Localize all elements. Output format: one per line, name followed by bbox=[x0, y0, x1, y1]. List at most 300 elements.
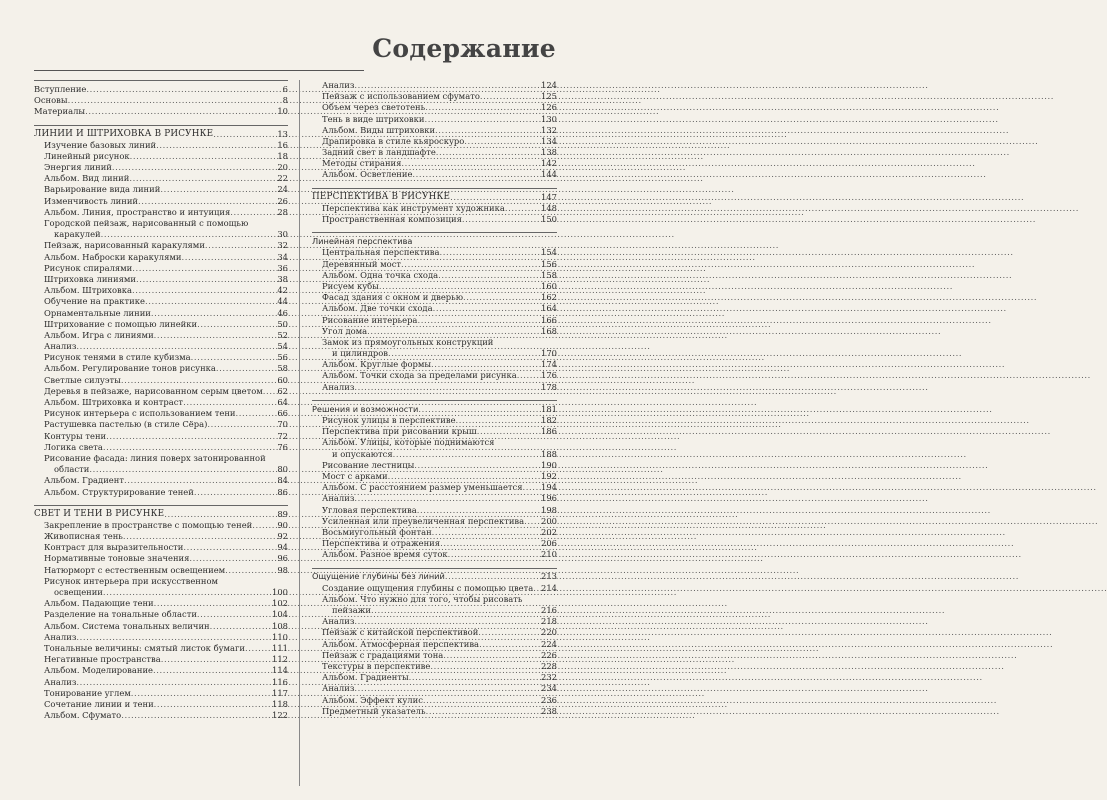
toc-page-number: 125 bbox=[541, 91, 557, 102]
toc-entry[interactable] bbox=[312, 315, 557, 326]
toc-entry[interactable] bbox=[312, 572, 557, 583]
toc-entry[interactable] bbox=[34, 576, 288, 587]
toc-entry[interactable] bbox=[312, 695, 557, 706]
toc-entry[interactable] bbox=[34, 598, 288, 609]
toc-entry[interactable] bbox=[312, 281, 557, 292]
toc-page-number: 114 bbox=[272, 665, 288, 676]
dot-leader bbox=[156, 140, 276, 151]
toc-page-number: 132 bbox=[541, 124, 557, 135]
toc-entry-title: Светлые силуэты bbox=[44, 374, 121, 385]
toc-page-number: 166 bbox=[541, 314, 557, 325]
dot-leader bbox=[68, 95, 282, 106]
dot-leader bbox=[245, 643, 271, 654]
dot-leader bbox=[86, 84, 281, 95]
dot-leader bbox=[354, 683, 540, 694]
toc-entry-title: Городской пейзаж, нарисованный с помощью bbox=[44, 218, 249, 229]
toc-page-number: 64 bbox=[277, 397, 288, 408]
toc-entry[interactable] bbox=[34, 677, 288, 688]
section-rule bbox=[34, 80, 288, 81]
toc-page-number: 224 bbox=[541, 638, 557, 649]
dot-leader bbox=[207, 419, 276, 430]
toc-entry[interactable] bbox=[312, 348, 557, 359]
toc-page-number: 60 bbox=[277, 374, 288, 385]
toc-entry[interactable] bbox=[312, 426, 557, 437]
dot-leader bbox=[440, 247, 540, 258]
toc-page-number: 90 bbox=[277, 519, 288, 530]
toc-page-number: 98 bbox=[277, 564, 288, 575]
toc-entry[interactable] bbox=[34, 397, 288, 408]
dot-leader bbox=[435, 125, 540, 136]
dot-leader bbox=[414, 460, 540, 471]
dot-leader bbox=[463, 292, 540, 303]
toc-entry[interactable] bbox=[34, 330, 288, 341]
dot-leader bbox=[210, 621, 271, 632]
toc-entry[interactable] bbox=[34, 475, 288, 486]
dot-leader bbox=[89, 464, 276, 475]
toc-entry[interactable] bbox=[34, 285, 288, 296]
toc-entry[interactable] bbox=[312, 125, 557, 136]
toc-entry-title: Варьирование вида линий bbox=[44, 184, 161, 195]
toc-entry[interactable] bbox=[312, 170, 557, 181]
toc-entry-title: Растушевка пастелью (в стиле Сёра) bbox=[44, 419, 208, 430]
toc-entry[interactable] bbox=[312, 616, 557, 627]
toc-entry-title: Анализ bbox=[322, 79, 355, 90]
toc-entry-title: ПЕРСПЕКТИВА В РИСУНКЕ bbox=[312, 191, 451, 202]
dot-leader bbox=[388, 348, 540, 359]
dot-leader bbox=[225, 565, 276, 576]
dot-leader bbox=[252, 520, 276, 531]
toc-page-number: 16 bbox=[277, 139, 288, 150]
toc-entry[interactable] bbox=[312, 706, 557, 717]
dot-leader bbox=[197, 319, 276, 330]
toc-entry[interactable] bbox=[34, 364, 288, 375]
toc-page-number: 198 bbox=[541, 504, 557, 515]
toc-entry[interactable] bbox=[312, 437, 557, 448]
toc-entry[interactable] bbox=[34, 229, 288, 240]
toc-entry[interactable] bbox=[34, 587, 288, 598]
toc-entry[interactable] bbox=[312, 627, 557, 638]
toc-page-number: 178 bbox=[541, 381, 557, 392]
toc-entry-title: Альбом. Градиенты bbox=[322, 672, 409, 683]
toc-page-number: 214 bbox=[541, 582, 557, 593]
dot-leader bbox=[263, 386, 277, 397]
toc-entry[interactable] bbox=[312, 270, 557, 281]
toc-entry-title: Альбом. Штриховка bbox=[44, 285, 132, 296]
toc-entry-title: Замок из прямоугольных конструкций bbox=[322, 336, 494, 347]
dot-leader bbox=[183, 397, 276, 408]
toc-entry[interactable] bbox=[312, 147, 557, 158]
toc-entry[interactable] bbox=[34, 341, 288, 352]
toc-entry[interactable] bbox=[34, 665, 288, 676]
toc-entry-title: Линейная перспектива bbox=[312, 236, 413, 247]
dot-leader bbox=[151, 308, 276, 319]
toc-page-number: 144 bbox=[541, 169, 557, 180]
toc-page-number: 228 bbox=[541, 660, 557, 671]
dot-leader bbox=[425, 102, 540, 113]
toc-entry[interactable] bbox=[312, 236, 557, 247]
section-rule bbox=[312, 400, 557, 401]
toc-entry[interactable] bbox=[34, 185, 288, 196]
dot-leader bbox=[479, 639, 540, 650]
toc-entry[interactable] bbox=[34, 632, 288, 643]
dot-leader bbox=[443, 650, 540, 661]
toc-page-number: 164 bbox=[541, 303, 557, 314]
dot-leader bbox=[505, 203, 540, 214]
toc-entry-title: Драпировка в стиле кьяроскуро bbox=[322, 135, 465, 146]
toc-page-number: 202 bbox=[541, 526, 557, 537]
toc-entry-title: и опускаются bbox=[332, 448, 393, 459]
dot-leader bbox=[130, 151, 277, 162]
toc-entry-title: Живописная тень bbox=[44, 531, 123, 542]
toc-page-number: 150 bbox=[541, 214, 557, 225]
toc-entry[interactable] bbox=[312, 382, 557, 393]
toc-entry-title: Альбом. Моделирование bbox=[44, 665, 154, 676]
toc-entry-title: Негативные пространства bbox=[44, 654, 161, 665]
toc-entry-title: Альбом. Игра с линиями bbox=[44, 329, 154, 340]
dot-leader bbox=[205, 240, 276, 251]
toc-page-number: 10 bbox=[277, 106, 288, 117]
toc-page-number: 196 bbox=[541, 493, 557, 504]
dot-leader bbox=[236, 408, 277, 419]
toc-page-number: 126 bbox=[541, 102, 557, 113]
toc-entry-title: Рисунок тенями в стиле кубизма bbox=[44, 352, 191, 363]
toc-entry[interactable] bbox=[312, 639, 557, 650]
toc-page-number: 28 bbox=[277, 206, 288, 217]
dot-leader bbox=[213, 129, 276, 140]
toc-entry-title: Альбом. Что нужно для того, чтобы рисовать bbox=[322, 593, 523, 604]
toc-entry-title: Анализ bbox=[322, 493, 355, 504]
toc-page-number: 112 bbox=[272, 654, 288, 665]
toc-entry-title: Альбом. Линия, пространство и интуиция bbox=[44, 206, 231, 217]
toc-page-number: 170 bbox=[541, 348, 557, 359]
dot-leader bbox=[401, 259, 540, 270]
toc-page-number: 20 bbox=[277, 162, 288, 173]
toc-entry-title: Создание ощущения глубины с помощью цвета bbox=[322, 582, 534, 593]
dot-leader bbox=[424, 114, 540, 125]
toc-entry[interactable] bbox=[312, 337, 557, 348]
toc-entry-title: Деревянный мост bbox=[322, 258, 402, 269]
toc-entry[interactable] bbox=[34, 565, 288, 576]
dot-leader bbox=[129, 173, 276, 184]
toc-entry[interactable] bbox=[312, 247, 557, 258]
toc-entry-title: Анализ bbox=[44, 341, 77, 352]
toc-page-number: 76 bbox=[277, 441, 288, 452]
toc-entry[interactable] bbox=[312, 460, 557, 471]
toc-entry[interactable] bbox=[34, 375, 288, 386]
dot-leader bbox=[477, 426, 540, 437]
toc-entry[interactable] bbox=[34, 218, 288, 229]
dot-leader bbox=[164, 509, 276, 520]
toc-entry[interactable] bbox=[312, 449, 557, 460]
dot-leader bbox=[230, 207, 276, 218]
toc-page-number: 192 bbox=[541, 470, 557, 481]
toc-section bbox=[34, 80, 288, 118]
toc-entry[interactable] bbox=[34, 699, 288, 710]
toc-entry-title: Перспектива при рисовании крыш bbox=[322, 426, 477, 437]
toc-entry[interactable] bbox=[34, 509, 288, 520]
toc-entry[interactable] bbox=[34, 520, 288, 531]
toc-page-number: 32 bbox=[277, 240, 288, 251]
toc-entry-title: Альбом. Регулирование тонов рисунка bbox=[44, 363, 216, 374]
toc-entry-title: Сочетание линии и тени bbox=[44, 698, 154, 709]
toc-entry-title: Альбом. Круглые формы bbox=[322, 359, 432, 370]
toc-entry-title: Ощущение глубины без линий bbox=[312, 571, 445, 582]
toc-page-number: 142 bbox=[541, 158, 557, 169]
dot-leader bbox=[354, 382, 540, 393]
toc-entry[interactable] bbox=[312, 326, 557, 337]
toc-page-number: 13 bbox=[277, 128, 288, 139]
toc-entry[interactable] bbox=[34, 464, 288, 475]
toc-page-number: 22 bbox=[277, 173, 288, 184]
toc-entry[interactable] bbox=[312, 192, 557, 203]
toc-entry[interactable] bbox=[312, 661, 557, 672]
toc-entry[interactable] bbox=[312, 672, 557, 683]
toc-entry[interactable] bbox=[34, 129, 288, 140]
dot-leader bbox=[124, 475, 276, 486]
toc-entry[interactable] bbox=[34, 196, 288, 207]
toc-section bbox=[34, 505, 288, 722]
toc-entry-title: Натюрморт с естественным освещением bbox=[44, 564, 226, 575]
toc-entry[interactable] bbox=[312, 527, 557, 538]
dot-leader bbox=[417, 505, 540, 516]
dot-leader bbox=[480, 91, 540, 102]
toc-entry[interactable] bbox=[34, 431, 288, 442]
toc-entry[interactable] bbox=[312, 91, 557, 102]
toc-entry[interactable] bbox=[34, 296, 288, 307]
toc-page-number: 218 bbox=[541, 616, 557, 627]
toc-entry[interactable] bbox=[34, 386, 288, 397]
toc-page-number: 117 bbox=[272, 687, 288, 698]
toc-page-number: 138 bbox=[541, 147, 557, 158]
toc-page-number: 96 bbox=[277, 553, 288, 564]
toc-entry[interactable] bbox=[34, 162, 288, 173]
toc-entry-title: Решения и возможности bbox=[312, 403, 419, 414]
toc-entry[interactable] bbox=[312, 404, 557, 415]
toc-page-number: 42 bbox=[277, 285, 288, 296]
toc-entry[interactable] bbox=[34, 352, 288, 363]
toc-page-number: 194 bbox=[541, 482, 557, 493]
toc-entry[interactable] bbox=[34, 140, 288, 151]
toc-column-left bbox=[34, 80, 288, 728]
toc-entry[interactable] bbox=[34, 408, 288, 419]
toc-entry-title: Альбом. Падающие тени bbox=[44, 598, 154, 609]
toc-entry[interactable] bbox=[312, 594, 557, 605]
toc-entry[interactable] bbox=[312, 583, 557, 594]
toc-entry[interactable] bbox=[34, 643, 288, 654]
toc-entry[interactable] bbox=[312, 214, 557, 225]
dot-leader bbox=[191, 352, 277, 363]
toc-page-number: 52 bbox=[277, 329, 288, 340]
dot-leader bbox=[426, 706, 540, 717]
toc-entry-title: Штрихование с помощью линейки bbox=[44, 318, 198, 329]
toc-page-number: 210 bbox=[541, 549, 557, 560]
toc-page-number: 44 bbox=[277, 296, 288, 307]
toc-entry[interactable] bbox=[34, 240, 288, 251]
toc-entry-title: Изменчивость линий bbox=[44, 195, 138, 206]
toc-entry[interactable] bbox=[34, 173, 288, 184]
dot-leader bbox=[153, 665, 271, 676]
toc-entry[interactable] bbox=[312, 158, 557, 169]
dot-leader bbox=[76, 632, 271, 643]
toc-section bbox=[312, 232, 557, 393]
toc-entry[interactable] bbox=[312, 605, 557, 616]
toc-entry[interactable] bbox=[34, 263, 288, 274]
toc-entry-title: Анализ bbox=[44, 631, 77, 642]
toc-entry[interactable] bbox=[312, 505, 557, 516]
toc-entry[interactable] bbox=[34, 151, 288, 162]
toc-entry[interactable] bbox=[34, 621, 288, 632]
toc-page-number: 186 bbox=[541, 426, 557, 437]
toc-entry[interactable] bbox=[34, 308, 288, 319]
toc-entry[interactable] bbox=[312, 683, 557, 694]
toc-entry[interactable] bbox=[34, 319, 288, 330]
toc-entry-title: Тональные величины: смятый листок бумаги bbox=[44, 642, 246, 653]
toc-entry-title: Угол дома bbox=[322, 325, 368, 336]
toc-entry-title: Энергия линий bbox=[44, 162, 112, 173]
toc-page-number: 238 bbox=[541, 705, 557, 716]
dot-leader bbox=[103, 587, 271, 598]
toc-page-number: 8 bbox=[282, 95, 288, 106]
dot-leader bbox=[430, 661, 540, 672]
dot-leader bbox=[132, 263, 276, 274]
toc-entry[interactable] bbox=[312, 650, 557, 661]
toc-entry[interactable] bbox=[34, 84, 288, 95]
toc-entry-title: Рисунок улицы в перспективе bbox=[322, 415, 456, 426]
toc-entry-title: Восьмиугольный фонтан bbox=[322, 526, 432, 537]
toc-entry[interactable] bbox=[34, 207, 288, 218]
section-rule bbox=[34, 125, 288, 126]
toc-entry[interactable] bbox=[312, 114, 557, 125]
toc-entry[interactable] bbox=[312, 482, 557, 493]
toc-page-number: 111 bbox=[272, 642, 288, 653]
dot-leader bbox=[76, 341, 276, 352]
toc-entry-title: Изучение базовых линий bbox=[44, 139, 157, 150]
toc-entry-title: Тонирование углем bbox=[44, 687, 131, 698]
dot-leader bbox=[106, 431, 276, 442]
dot-leader bbox=[182, 252, 277, 263]
title-rule bbox=[34, 70, 364, 71]
toc-entry[interactable] bbox=[312, 415, 557, 426]
toc-entry[interactable] bbox=[34, 419, 288, 430]
toc-section bbox=[312, 568, 557, 717]
toc-entry[interactable] bbox=[312, 549, 557, 560]
toc-entry[interactable] bbox=[312, 516, 557, 527]
toc-entry-title: ЛИНИИ И ШТРИХОВКА В РИСУНКЕ bbox=[34, 128, 214, 139]
toc-entry-title: Рисунок интерьера с использованием тени bbox=[44, 408, 236, 419]
toc-page-number: 156 bbox=[541, 258, 557, 269]
toc-page-number: 181 bbox=[541, 403, 557, 414]
toc-page-number: 18 bbox=[277, 150, 288, 161]
dot-leader bbox=[438, 270, 540, 281]
dot-leader bbox=[440, 538, 540, 549]
toc-entry[interactable] bbox=[312, 303, 557, 314]
toc-page-number: 54 bbox=[277, 341, 288, 352]
toc-entry[interactable] bbox=[34, 106, 288, 117]
toc-entry[interactable] bbox=[312, 292, 557, 303]
toc-page-number: 34 bbox=[277, 251, 288, 262]
toc-entry[interactable] bbox=[34, 609, 288, 620]
section-rule bbox=[312, 232, 557, 233]
dot-leader bbox=[417, 315, 540, 326]
toc-entry[interactable] bbox=[312, 102, 557, 113]
toc-section bbox=[34, 125, 288, 498]
toc-page-number: 70 bbox=[277, 419, 288, 430]
toc-page-number: 100 bbox=[272, 587, 288, 598]
toc-entry[interactable] bbox=[34, 95, 288, 106]
toc-entry[interactable] bbox=[312, 80, 557, 91]
toc-page-number: 134 bbox=[541, 135, 557, 146]
dot-leader bbox=[121, 375, 277, 386]
dot-leader bbox=[154, 330, 277, 341]
toc-entry[interactable] bbox=[312, 359, 557, 370]
toc-entry[interactable] bbox=[34, 453, 288, 464]
toc-entry-title: Анализ bbox=[322, 616, 355, 627]
toc-entry[interactable] bbox=[34, 487, 288, 498]
toc-entry[interactable] bbox=[34, 654, 288, 665]
toc-entry-title: Альбом. Атмосферная перспектива bbox=[322, 638, 480, 649]
toc-entry[interactable] bbox=[34, 542, 288, 553]
toc-entry-title: Альбом. Градиент bbox=[44, 475, 124, 486]
toc-page-number: 38 bbox=[277, 273, 288, 284]
toc-entry[interactable] bbox=[312, 471, 557, 482]
dot-leader bbox=[112, 162, 276, 173]
toc-entry-title: Задний свет в ландшафте bbox=[322, 147, 436, 158]
toc-page-number: 158 bbox=[541, 269, 557, 280]
toc-page-number: 102 bbox=[272, 598, 288, 609]
toc-entry[interactable] bbox=[34, 274, 288, 285]
toc-entry-title: Пейзаж, нарисованный каракулями bbox=[44, 240, 205, 251]
toc-page-number: 160 bbox=[541, 280, 557, 291]
toc-entry[interactable] bbox=[312, 203, 557, 214]
toc-entry-title: Контраст для выразительности bbox=[44, 542, 184, 553]
section-rule bbox=[312, 568, 557, 569]
toc-entry-title: Предметный указатель bbox=[322, 705, 426, 716]
toc-entry-title: Альбом. Структурирование теней bbox=[44, 486, 194, 497]
toc-entry[interactable] bbox=[34, 442, 288, 453]
toc-entry[interactable] bbox=[312, 371, 557, 382]
toc-entry-title: Рисуем кубы bbox=[322, 280, 379, 291]
dot-leader bbox=[478, 627, 540, 638]
toc-entry[interactable] bbox=[312, 538, 557, 549]
toc-entry[interactable] bbox=[34, 688, 288, 699]
toc-entry[interactable] bbox=[34, 531, 288, 542]
toc-entry-title: Фасад здания с окном и дверью bbox=[322, 292, 463, 303]
dot-leader bbox=[388, 471, 540, 482]
toc-page-number: 80 bbox=[277, 464, 288, 475]
toc-page-number: 50 bbox=[277, 318, 288, 329]
toc-entry[interactable] bbox=[34, 710, 288, 721]
toc-page-number: 213 bbox=[541, 571, 557, 582]
toc-entry-title: области bbox=[54, 464, 90, 475]
toc-page-number: 234 bbox=[541, 683, 557, 694]
toc-entry-title: Тень в виде штриховки bbox=[322, 113, 425, 124]
toc-entry[interactable] bbox=[34, 252, 288, 263]
toc-entry[interactable] bbox=[312, 493, 557, 504]
toc-entry-title: Вступление bbox=[34, 83, 87, 94]
dot-leader bbox=[189, 553, 276, 564]
dot-leader bbox=[123, 531, 276, 542]
toc-page-number: 116 bbox=[272, 676, 288, 687]
toc-entry-title: Анализ bbox=[44, 676, 77, 687]
toc-page-number: 147 bbox=[541, 191, 557, 202]
dot-leader bbox=[412, 169, 540, 180]
toc-entry[interactable] bbox=[312, 136, 557, 147]
toc-entry[interactable] bbox=[312, 259, 557, 270]
toc-page-number: 154 bbox=[541, 247, 557, 258]
dot-leader bbox=[436, 147, 540, 158]
toc-entry[interactable] bbox=[34, 554, 288, 565]
dot-leader bbox=[354, 493, 540, 504]
